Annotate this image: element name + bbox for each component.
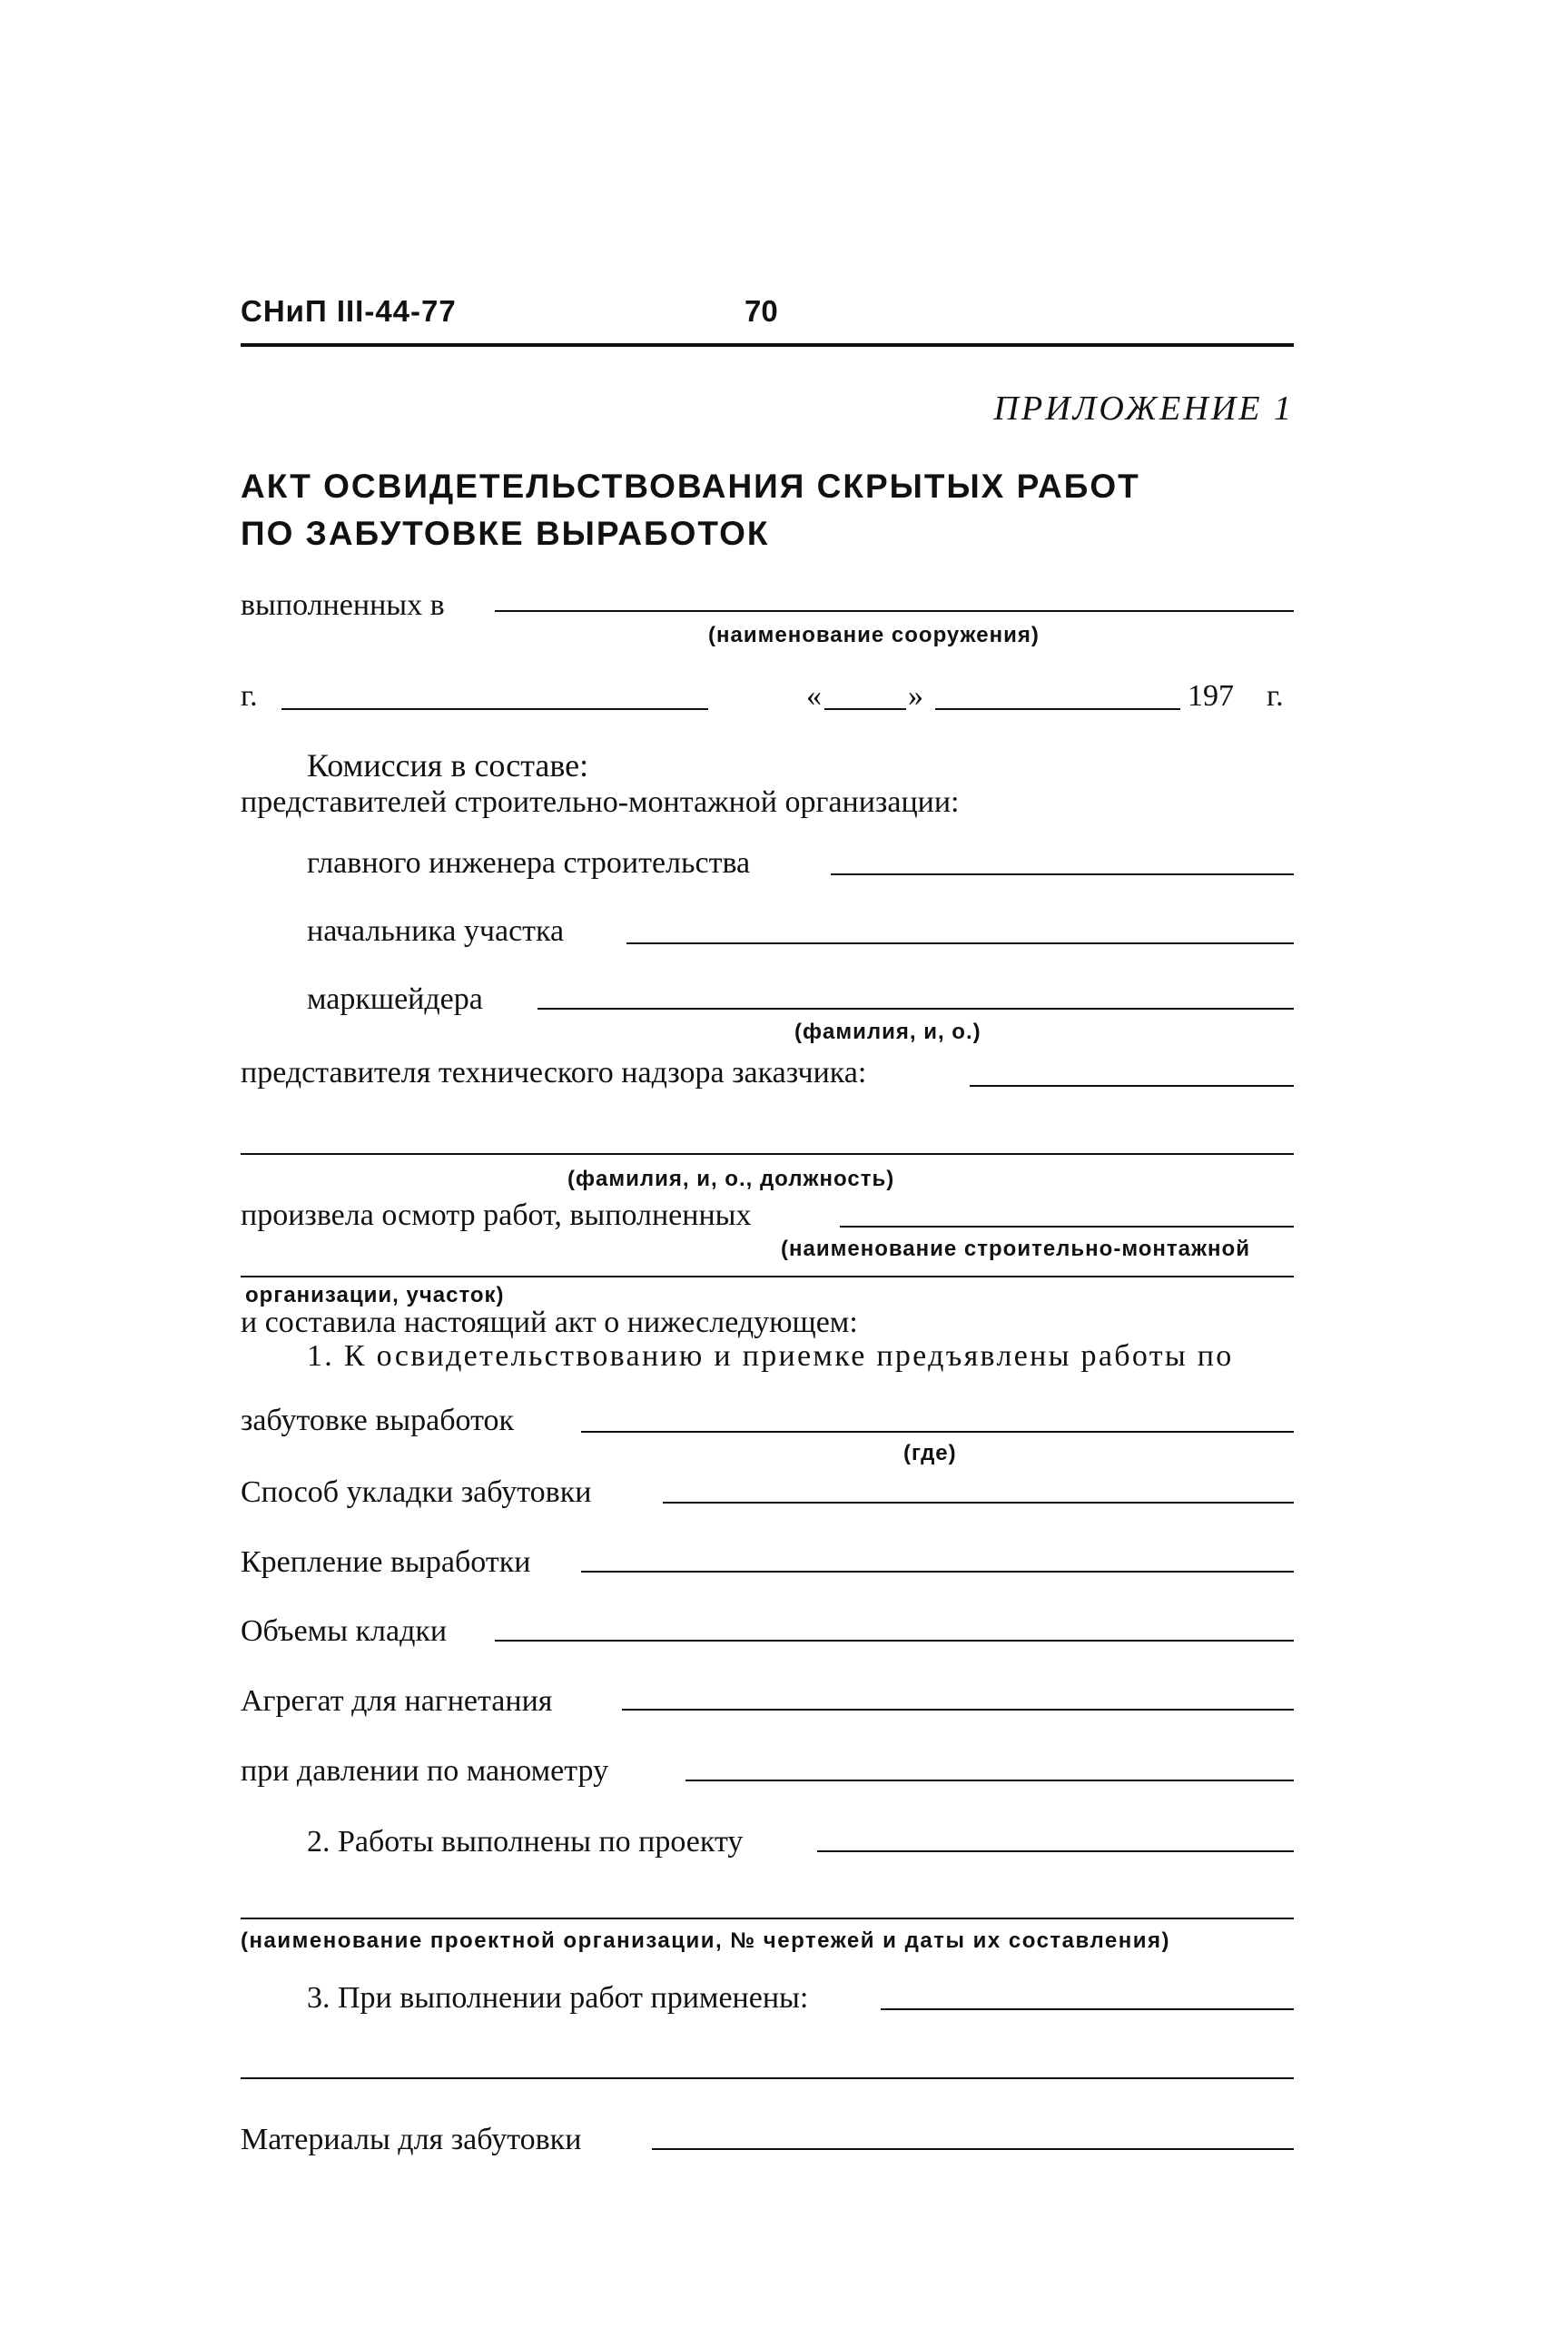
org-caption-2: организации, участок) [245, 1283, 505, 1307]
title-line-2: ПО ЗАБУТОВКЕ ВЫРАБОТОК [241, 515, 770, 552]
title-line-1: АКТ ОСВИДЕТЕЛЬСТВОВАНИЯ СКРЫТЫХ РАБОТ [241, 468, 1140, 505]
volumes-label: Объемы кладки [241, 1614, 448, 1648]
pump-unit-field[interactable] [622, 1709, 1294, 1711]
project-field-2[interactable] [241, 1918, 1294, 1919]
support-label: Крепление выработки [241, 1545, 531, 1579]
chief-engineer-field[interactable] [831, 873, 1294, 875]
document-code: СНиП III-44-77 [241, 294, 457, 328]
page-header [241, 289, 1294, 347]
day-field[interactable] [824, 708, 906, 710]
item3-label: 3. При выполнении работ применены: [307, 1981, 809, 2015]
chief-engineer-label: главного инженера строительства [307, 846, 751, 880]
document-title [241, 463, 1140, 557]
customer-rep-label: представителя технического надзора заказчика: [241, 1056, 867, 1090]
item1-label: 1. К освидетельствованию и приемке предъявлены работы по [307, 1339, 1234, 1373]
project-field[interactable] [817, 1850, 1294, 1852]
volumes-field[interactable] [495, 1640, 1294, 1642]
applied-field-2[interactable] [241, 2077, 1294, 2079]
appendix-label: ПРИЛОЖЕНИЕ 1 [993, 390, 1294, 428]
month-field[interactable] [935, 708, 1180, 710]
contractor-reps-label: представителей строительно-монтажной организации: [241, 785, 960, 819]
structure-name-field[interactable] [495, 610, 1294, 612]
customer-rep-field-2[interactable] [241, 1153, 1294, 1155]
item2-label: 2. Работы выполнены по проекту [307, 1825, 744, 1859]
laying-method-field[interactable] [663, 1502, 1294, 1504]
surveyor-label: маркшейдера [307, 982, 483, 1016]
structure-caption: (наименование сооружения) [708, 623, 1040, 647]
site-chief-label: начальника участка [307, 914, 565, 948]
materials-field[interactable] [652, 2148, 1294, 2150]
contractor-org-field-2[interactable] [241, 1276, 1294, 1277]
city-label: г. [241, 679, 258, 713]
name-caption: (фамилия, и, о.) [794, 1020, 981, 1044]
city-field[interactable] [281, 708, 708, 710]
pump-unit-label: Агрегат для нагнетания [241, 1684, 553, 1718]
page-number: 70 [745, 294, 778, 328]
laying-method-label: Способ укладки забутовки [241, 1475, 592, 1509]
year-prefix: 197 [1188, 679, 1234, 713]
year-suffix: г. [1267, 679, 1284, 713]
performed-in-label: выполненных в [241, 588, 445, 622]
pressure-label: при давлении по манометру [241, 1754, 609, 1788]
project-caption: (наименование проектной организации, № чертежей и даты их составления) [241, 1928, 1170, 1953]
quote-close: » [908, 679, 923, 713]
where-caption: (где) [903, 1441, 957, 1465]
backfill-works-label: забутовке выработок [241, 1404, 515, 1437]
commission-label: Комиссия в составе: [307, 747, 589, 784]
materials-label: Материалы для забутовки [241, 2123, 582, 2156]
quote-open: « [806, 679, 822, 713]
support-field[interactable] [581, 1571, 1294, 1573]
contractor-org-field[interactable] [840, 1226, 1294, 1228]
org-caption-1: (наименование строительно-монтажной [781, 1237, 1250, 1261]
site-chief-field[interactable] [626, 942, 1294, 944]
inspected-label: произвела осмотр работ, выполненных [241, 1198, 752, 1232]
customer-rep-field[interactable] [970, 1085, 1294, 1087]
backfill-works-field[interactable] [581, 1431, 1294, 1433]
applied-field[interactable] [881, 2008, 1294, 2010]
surveyor-field[interactable] [537, 1008, 1294, 1010]
name-position-caption: (фамилия, и, о., должность) [567, 1167, 895, 1191]
compiled-label: и составила настоящий акт о нижеследующем: [241, 1306, 858, 1339]
pressure-field[interactable] [685, 1780, 1294, 1781]
